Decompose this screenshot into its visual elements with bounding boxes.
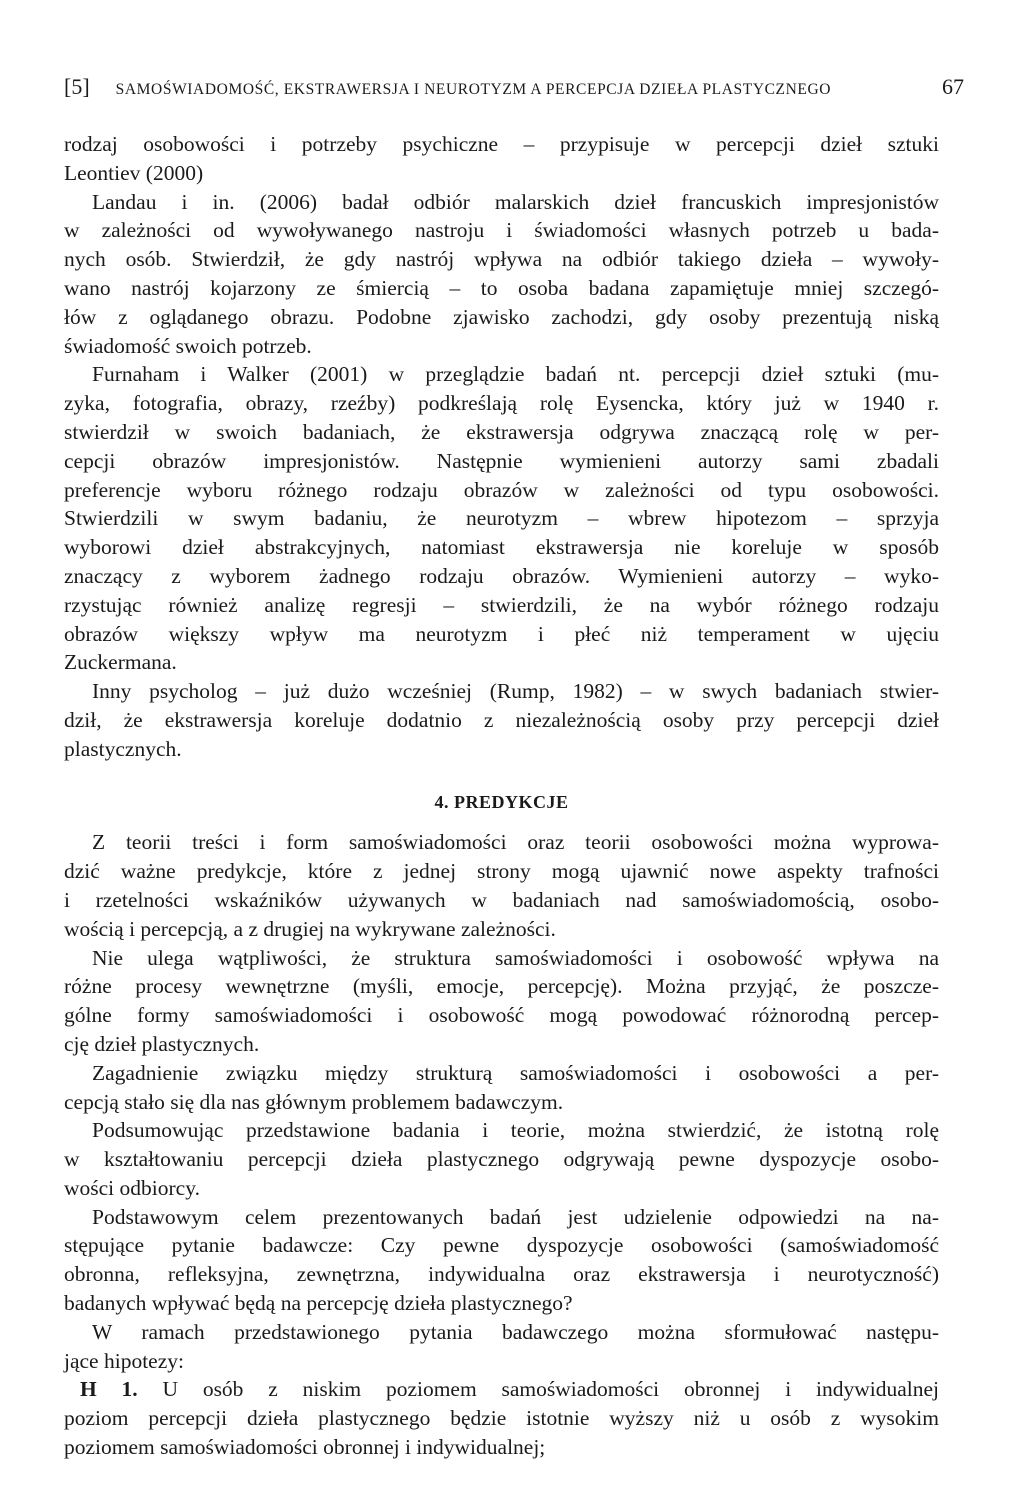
hypothesis-continuation [64,1404,939,1462]
text-line: różne procesy wewnętrzne (myśli, emocje, percepcję). Można przyjąć, że poszcze- [64,974,939,999]
text-line: Stwierdzili w swym badaniu, że neurotyzm – wbrew hipotezom – sprzyja [64,506,939,531]
text-line: Leontiev (2000) [64,160,204,185]
hypothesis-block [64,1375,939,1461]
text-line: i rzetelności wskaźników używanych w badaniach nad samoświadomością, osobo- [64,887,939,912]
text-line: Inny psycholog – już dużo wcześniej (Rump, 1982) – w swych badaniach stwier- [92,679,939,704]
text-line: Nie ulega wątpliwości, że struktura samoświadomości i osobowość wpływa na [92,945,939,970]
text-line: w zależności od wywoływanego nastroju i świadomości własnych potrzeb u bada- [64,218,939,243]
text-line: badanych wpływać będą na percepcję dzieła plastycznego? [64,1291,573,1316]
hypothesis-label: H 1. [80,1377,138,1402]
text-line: poziomem samoświadomości obronnej i indywidualnej; [64,1435,546,1460]
text-line: nych osób. Stwierdził, że gdy nastrój wpływa na odbiór takiego dzieła – wywoły- [64,247,939,272]
text-line: Furnaham i Walker (2001) w przeglądzie badań nt. percepcji dzieł sztuki (mu- [92,362,939,387]
text-line: rodzaj osobowości i potrzeby psychiczne – przypisuje w percepcji dzieł sztuki [64,132,939,156]
text-line: Podstawowym celem prezentowanych badań jest udzielenie odpowiedzi na na- [92,1204,939,1229]
text-line: stępujące pytanie badawcze: Czy pewne dyspozycje osobowości (samoświadomość [64,1233,939,1258]
text-line: obrazów większy wpływ ma neurotyzm i płeć niż temperament w ujęciu [64,621,939,646]
text-line: rzystując również analizę regresji – stwierdzili, że na wybór różnego rodzaju [64,592,939,617]
page-body [64,130,939,1462]
text-line: cepcji obrazów impresjonistów. Następnie wymienieni autorzy sami zbadali [64,448,939,473]
page-number: 67 [942,74,964,99]
text-line: stwierdził w swoich badaniach, że ekstrawersja odgrywa znaczącą rolę w per- [64,419,939,444]
text-line: Podsumowując przedstawione badania i teorie, można stwierdzić, że istotną rolę [92,1118,939,1143]
chapter-number: [5] [64,74,90,99]
text-line: W ramach przedstawionego pytania badawczego można sformułować następu- [92,1319,939,1344]
text-line: preferencje wyboru różnego rodzaju obrazów w zależności od typu osobowości. [64,477,939,502]
text-line: wano nastrój kojarzony ze śmiercią – to osoba badana zapamiętuje mniej szczegó- [64,275,939,300]
text-line: dzić ważne predykcje, które z jednej strony mogą ujawnić nowe aspekty trafności [64,859,939,884]
text-line: cję dzieł plastycznych. [64,1031,260,1056]
text-line: poziom percepcji dzieła plastycznego będzie istotnie wyższy niż u osób z wysokim [64,1406,939,1431]
text-line: w kształtowaniu percepcji dzieła plastycznego odgrywają pewne dyspozycje osobo- [64,1147,939,1172]
hypothesis-first-line [64,1375,939,1404]
running-header [64,74,964,106]
text-line: znaczący z wyborem żadnego rodzaju obrazów. Wymienieni autorzy – wyko- [64,563,939,588]
text-line: wyborowi dzieł abstrakcyjnych, natomiast ekstrawersja nie koreluje w sposób [64,535,939,560]
text-line: wością i percepcją, a z drugiej na wykrywane zależności. [64,916,556,941]
text-line: wości odbiorcy. [64,1175,200,1200]
text-line: obronna, refleksyjna, zewnętrzna, indywidualna oraz ekstrawersja i neurotyczność) [64,1262,939,1287]
text-line: plastycznych. [64,736,182,761]
running-title: SAMOŚWIADOMOŚĆ, EKSTRAWERSJA I NEUROTYZM A PERCEPCJA DZIEŁA PLASTYCZNEGO [115,81,832,98]
text-line: Z teorii treści i form samoświadomości oraz teorii osobowości można wyprowa- [92,830,939,855]
text-line: gólne formy samoświadomości i osobowość mogą powodować różnorodną percep- [64,1003,939,1028]
section-heading: 4. PREDYKCJE [434,791,569,812]
text-line: dził, że ekstrawersja koreluje dodatnio z niezależnością osoby przy percepcji dzieł [64,707,939,732]
text-line: świadomość swoich potrzeb. [64,333,312,358]
text-line: Landau i in. (2006) badał odbiór malarskich dzieł francuskich impresjonistów [92,189,939,214]
text-line: łów z oglądanego obrazu. Podobne zjawisko zachodzi, gdy osoby prezentują niską [64,304,939,329]
text-line: cepcją stało się dla nas głównym problemem badawczym. [64,1089,564,1114]
hypothesis-first-text: U osób z niskim poziomem samoświadomości obronnej i indywidualnej [162,1377,939,1402]
text-block-predictions [64,828,939,1375]
text-line: zyka, fotografia, obrazy, rzeźby) podkreślają rolę Eysencka, który już w 1940 r. [64,391,939,416]
text-line: Zagadnienie związku między strukturą samoświadomości i osobowości a per- [92,1060,939,1085]
text-block-literature-review [64,130,939,764]
text-line: jące hipotezy: [64,1348,184,1373]
text-line: Zuckermana. [64,650,177,675]
